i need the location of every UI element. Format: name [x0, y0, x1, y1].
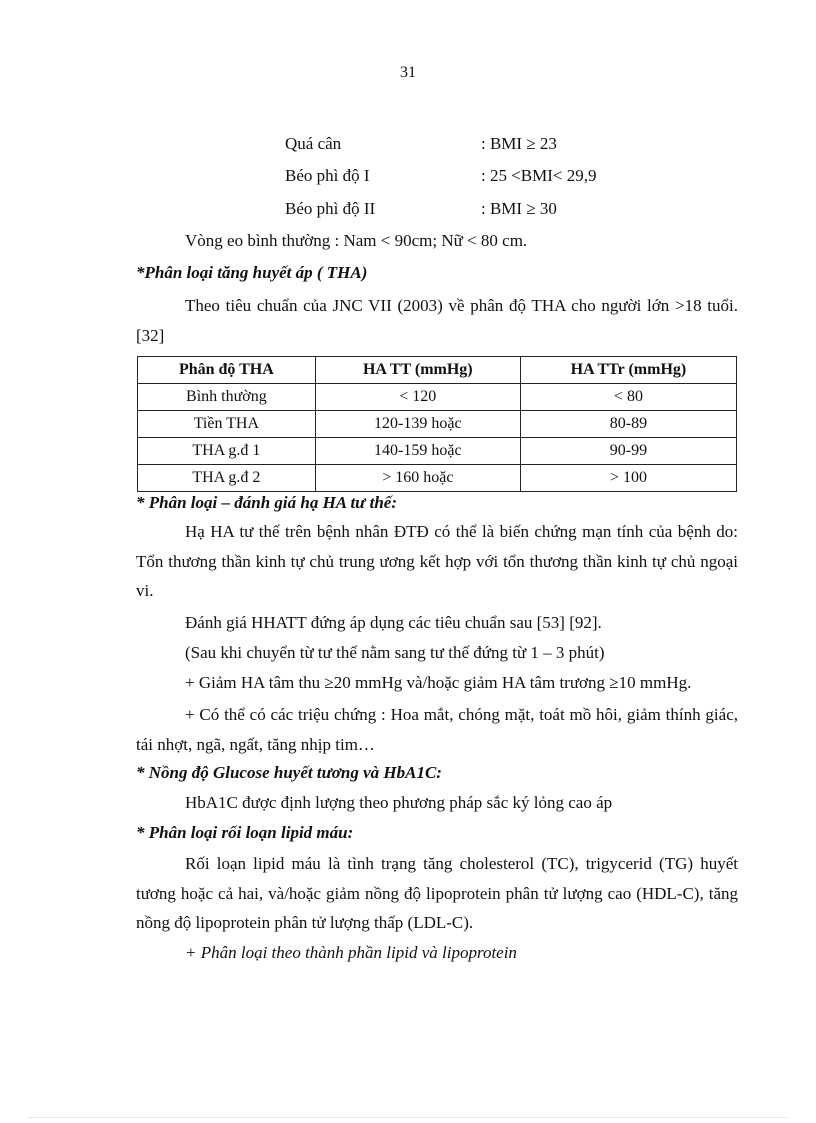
- waist-line: Vòng eo bình thường : Nam < 90cm; Nữ < 80 cm.: [185, 231, 528, 250]
- table-header-cell: HA TT (mmHg): [315, 357, 520, 384]
- table-cell: > 160 hoặc: [315, 465, 520, 492]
- lipid-paragraph-1: Rối loạn lipid máu là tình trạng tăng cholesterol (TC), trigycerid (TG) huyết tương hoặc cả hai, và/hoặc giảm nồng độ lipoprotein phân tử lượng cao (HDL-C), tăng nồng độ lipoprotein phân tử lượng thấp (LDL-C).: [136, 854, 738, 932]
- table-cell: < 80: [520, 384, 736, 411]
- bmi-label-obese-2: Béo phì độ II: [285, 199, 376, 218]
- table-row: [138, 411, 737, 438]
- page-bottom-divider: [28, 1117, 788, 1118]
- lipid-heading: * Phân loại rối loạn lipid máu:: [136, 823, 354, 842]
- tha-heading: *Phân loại tăng huyết áp ( THA): [136, 263, 368, 282]
- postural-paragraph-2: Đánh giá HHATT đứng áp dụng các tiêu chuẩn sau [53] [92].: [185, 613, 602, 632]
- table-cell: 80-89: [520, 411, 736, 438]
- table-cell: 140-159 hoặc: [315, 438, 520, 465]
- table-cell: > 100: [520, 465, 736, 492]
- tha-table: [137, 356, 737, 492]
- table-row: [138, 465, 737, 492]
- postural-paragraph-4: + Giảm HA tâm thu ≥20 mmHg và/hoặc giảm HA tâm trương ≥10 mmHg.: [185, 673, 692, 692]
- bmi-label-obese-1: Béo phì độ I: [285, 166, 370, 185]
- bmi-value-obese-2: : BMI ≥ 30: [481, 199, 557, 218]
- glucose-paragraph: HbA1C được định lượng theo phương pháp sắc ký lỏng cao áp: [185, 793, 613, 812]
- table-cell: Bình thường: [138, 384, 316, 411]
- postural-paragraph-3: (Sau khi chuyển từ tư thế nằm sang tư thế đứng từ 1 – 3 phút): [185, 643, 605, 662]
- bmi-label-overweight: Quá cân: [285, 134, 342, 153]
- postural-heading: * Phân loại – đánh giá hạ HA tư thế:: [136, 493, 397, 512]
- table-header-cell: HA TTr (mmHg): [520, 357, 736, 384]
- table-header-cell: Phân độ THA: [138, 357, 316, 384]
- table-header-row: [138, 357, 737, 384]
- table-cell: Tiền THA: [138, 411, 316, 438]
- table-cell: THA g.đ 2: [138, 465, 316, 492]
- table-cell: 90-99: [520, 438, 736, 465]
- lipid-paragraph-2: + Phân loại theo thành phần lipid và lipoprotein: [185, 943, 517, 962]
- postural-paragraph-5: + Có thể có các triệu chứng : Hoa mắt, chóng mặt, toát mồ hôi, giảm thính giác, tái nhợt, ngã, ngất, tăng nhịp tim…: [136, 705, 738, 754]
- table-row: [138, 384, 737, 411]
- postural-paragraph-1: Hạ HA tư thế trên bệnh nhân ĐTĐ có thể là biến chứng mạn tính của bệnh do: Tổn thương thần kinh tự chủ trung ương kết hợp với tổn thương thần kinh tự chủ ngoại vi.: [136, 522, 738, 600]
- table-cell: < 120: [315, 384, 520, 411]
- table-cell: 120-139 hoặc: [315, 411, 520, 438]
- glucose-heading: * Nồng độ Glucose huyết tương và HbA1C:: [136, 763, 442, 782]
- table-row: [138, 438, 737, 465]
- tha-intro: Theo tiêu chuẩn của JNC VII (2003) về phân độ THA cho người lớn >18 tuổi. [32]: [136, 296, 738, 345]
- bmi-value-obese-1: : 25 <BMI< 29,9: [481, 166, 597, 185]
- bmi-value-overweight: : BMI ≥ 23: [481, 134, 557, 153]
- table-cell: THA g.đ 1: [138, 438, 316, 465]
- page-number: 31: [400, 64, 416, 81]
